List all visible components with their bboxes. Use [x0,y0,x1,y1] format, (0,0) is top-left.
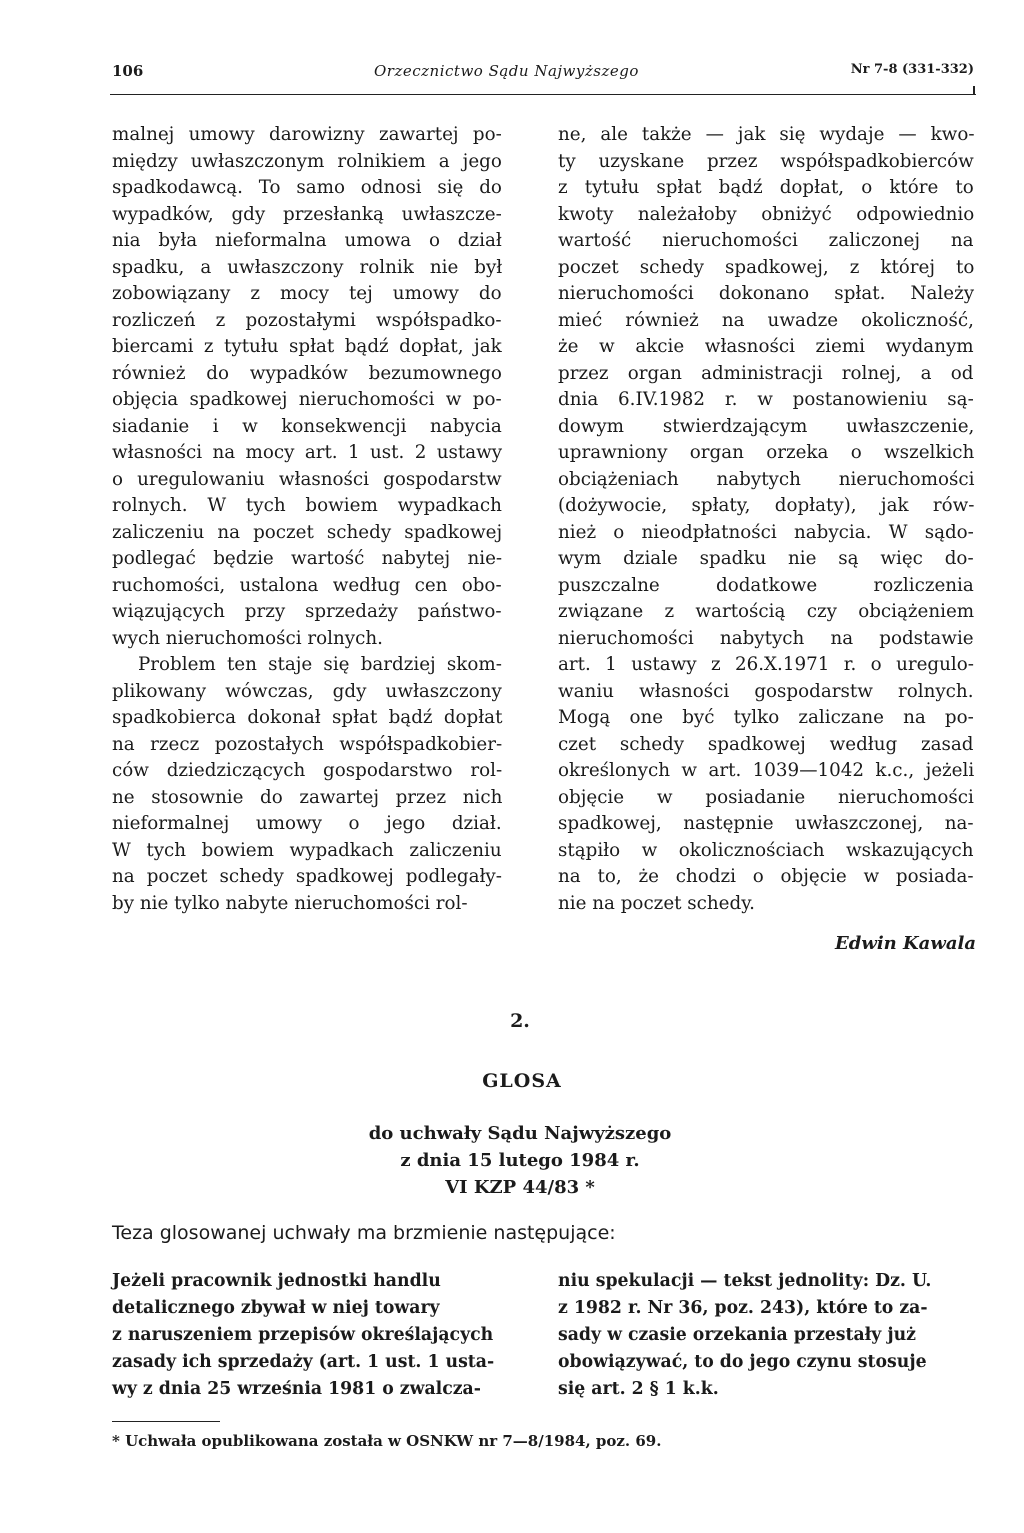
text-line: rozliczeń z pozostałymi współspadko- [112,309,502,331]
thesis-intro: Teza glosowanej uchwały ma brzmienie następujące: [112,1222,616,1244]
text-line: malnej umowy darowizny zawartej po- [112,124,502,145]
text-line: obowiązywać, to do jego czynu stosuje [558,1352,927,1372]
text-line: mieć również na uwadze okoliczność, [558,309,974,331]
text-line: na to, że chodzi o objęcie w posiada- [558,866,974,887]
text-line: ruchomości, ustalona według cen obo- [112,574,502,596]
text-line: W tych bowiem wypadkach zaliczeniu [112,839,502,861]
section-number: 2. [510,1010,530,1032]
author-signature: Edwin Kawala [835,933,976,954]
text-line: siadanie i w konsekwencji nabycia [112,415,502,437]
text-line: Jeżeli pracownik jednostki handlu [112,1271,441,1291]
text-line: z 1982 r. Nr 36, poz. 243), które to za- [558,1298,928,1318]
glosa-subtitle [300,1120,740,1201]
text-line: stąpiło w okolicznościach wskazujących [558,839,974,861]
text-line: czet schedy spadkowej według zasad [558,733,974,755]
text-line: poczet schedy spadkowej, z której to [558,256,975,278]
text-line: spadkobierca dokonał spłat bądź dopłat [112,707,503,728]
glosa-subtitle-line: z dnia 15 lutego 1984 r. [400,1150,640,1171]
text-line: ców dziedziczących gospodarstwo rol- [112,760,503,781]
text-line: art. 1 ustawy z 26.X.1971 r. o uregulo- [558,654,974,675]
text-line: że w akcie własności ziemi wydanym [558,336,974,357]
text-line: objęcia spadkowej nieruchomości w po- [112,389,502,410]
text-line: niu spekulacji — tekst jednolity: Dz. U. [558,1271,932,1291]
header-rule-tick [973,86,975,95]
text-line: również do wypadków bezumownego [112,362,502,384]
text-line: zasady ich sprzedaży (art. 1 ust. 1 usta- [112,1352,495,1372]
footnote: * Uchwała opublikowana została w OSNKW nr 7—8/1984, poz. 69. [112,1432,662,1450]
text-line: przez organ administracji rolnej, a od [558,362,974,384]
text-line: spadkodawcą. To samo odnosi się do [112,177,502,198]
text-line: wypadków, gdy przesłanką uwłaszcze- [112,203,502,225]
text-line: związane z wartością czy obciążeniem [558,601,975,622]
text-line: uprawniony organ orzeka o wszelkich [558,442,975,463]
running-header [112,62,974,86]
text-line: wy z dnia 25 września 1981 o zwalcza- [112,1379,481,1399]
text-line: własności na mocy art. 1 ust. 2 ustawy [112,442,503,463]
text-line: nie na poczet schedy. [558,892,755,914]
text-line: między uwłaszczonym rolnikiem a jego [112,150,502,172]
text-line: z naruszeniem przepisów określających [112,1325,494,1345]
page-number: 106 [112,62,144,80]
glosa-subtitle-line: do uchwały Sądu Najwyższego [368,1123,672,1144]
journal-title: Orzecznictwo Sądu Najwyższego [374,62,639,80]
text-line: ne, ale także — jak się wydaje — kwo- [558,124,975,145]
thesis-left-column [112,1268,504,1403]
text-line: by nie tylko nabyte nieruchomości rol- [112,892,468,914]
text-line: nieruchomości dokonano spłat. Należy [558,283,975,304]
text-line: objęcie w posiadanie nieruchomości [558,786,974,808]
text-line: rolnych. W tych bowiem wypadkach [112,495,502,516]
text-line: na poczet schedy spadkowej podlegały- [112,866,502,887]
text-line: się art. 2 § 1 k.k. [558,1379,719,1399]
text-line: biercami z tytułu spłat bądź dopłat, jak [112,336,502,357]
text-line: sady w czasie orzekania przestały już [558,1325,916,1345]
text-line: o uregulowaniu własności gospodarstw [112,468,502,490]
text-line: podlegać będzie wartość nabytej nie- [112,548,503,569]
text-line: detalicznego zbywał w niej towary [112,1298,440,1318]
text-line: puszczalne dodatkowe rozliczenia [558,574,974,596]
text-line: nieruchomości nabytych na podstawie [558,627,974,649]
text-line: Problem ten staje się bardziej skom- [138,654,502,675]
text-line: wych nieruchomości rolnych. [112,627,383,649]
text-line: Mogą one być tylko zaliczane na po- [558,707,974,728]
text-line: plikowany wówczas, gdy uwłaszczony [112,680,502,702]
text-line: określonych w art. 1039—1042 k.c., jeżeli [558,760,975,781]
text-line: spadkowej, następnie uwłaszczonej, na- [558,813,974,834]
text-line: ty uzyskane przez współspadkobierców [558,150,974,172]
text-line: kwoty należałoby obniżyć odpowiednio [558,203,975,225]
text-line: dnia 6.IV.1982 r. w postanowieniu są- [558,389,974,410]
text-line: wartość nieruchomości zaliczonej na [558,230,974,251]
text-line: nież o nieodpłatności nabycia. W sądo- [558,521,974,543]
text-line: ne stosownie do zawartej przez nich [112,786,503,808]
text-line: wym dziale spadku nie są więc do- [558,548,974,569]
text-line: (dożywocie, spłaty, dopłaty), jak rów- [558,495,975,516]
text-line: z tytułu spłat bądź dopłat, o które to [558,177,974,198]
right-text-column [558,122,974,917]
text-line: nia była nieformalna umowa o dział [112,230,502,251]
text-line: wiązujących przy sprzedaży państwo- [112,601,502,622]
text-line: nieformalnej umowy o jego dział. [112,813,502,834]
text-line: dowym stwierdzającym uwłaszczenie, [558,415,975,437]
issue-number: Nr 7-8 (331-332) [850,62,974,77]
header-rule [110,94,976,95]
footnote-rule [112,1421,220,1422]
text-line: spadku, a uwłaszczony rolnik nie był [112,256,503,278]
glosa-title: GLOSA [482,1070,562,1092]
text-line: waniu własności gospodarstw rolnych. [558,680,974,702]
text-line: zaliczeniu na poczet schedy spadkowej [112,521,503,543]
text-line: zobowiązany z mocy tej umowy do [112,283,502,304]
text-line: obciążeniach nabytych nieruchomości [558,468,975,490]
text-line: na rzecz pozostałych współspadkobier- [112,733,503,755]
left-text-column [112,122,502,917]
thesis-right-column [558,1268,978,1403]
glosa-subtitle-line: VI KZP 44/83 * [445,1177,595,1198]
